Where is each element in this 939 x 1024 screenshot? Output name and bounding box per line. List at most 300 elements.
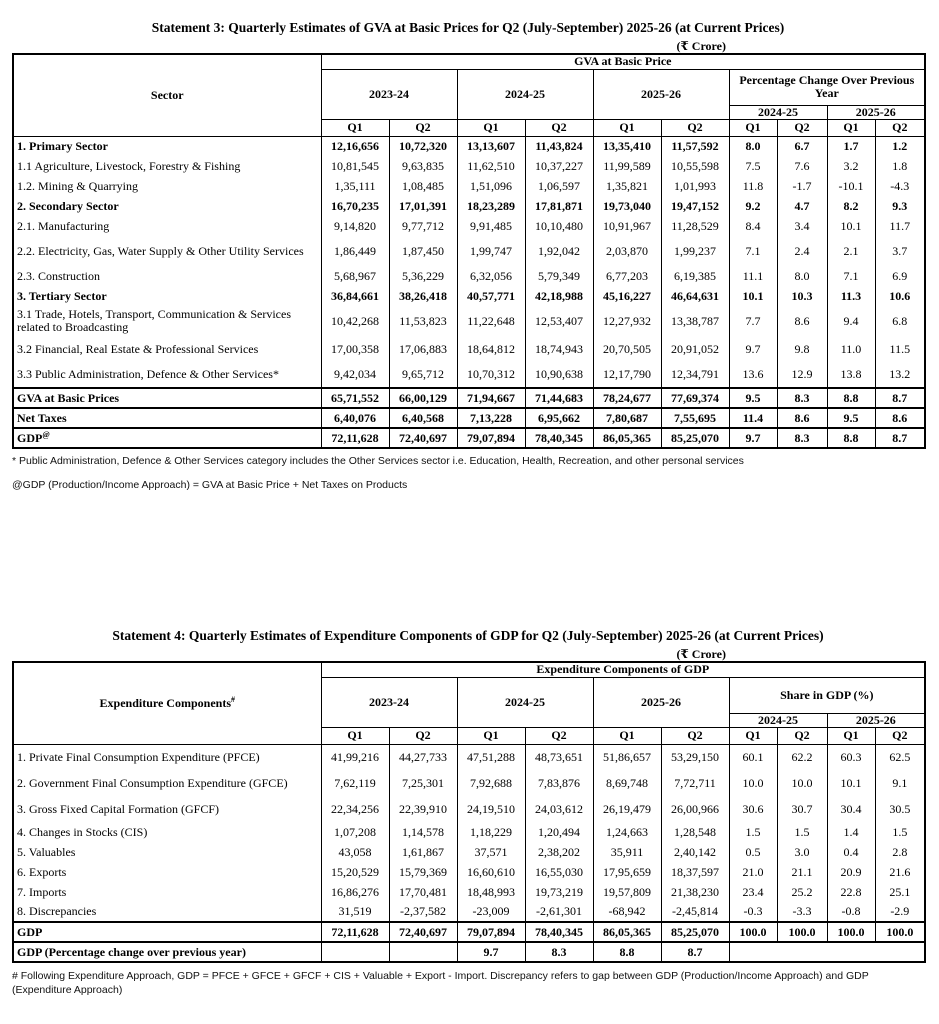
table-row (13, 770, 925, 796)
table-row (13, 428, 925, 448)
cell-value: 0.4 (827, 842, 875, 862)
row-label: 7. Imports (13, 882, 321, 902)
cell-value: -4.3 (875, 176, 925, 196)
table-row (13, 388, 925, 408)
cell-value: 2,40,142 (661, 842, 729, 862)
cell-value: 13,13,607 (457, 136, 525, 156)
cell-value: 71,94,667 (457, 388, 525, 408)
quarter-header: Q2 (389, 727, 457, 744)
cell-value: -23,009 (457, 902, 525, 922)
quarter-header: Q2 (777, 119, 827, 136)
cell-value: 17,01,391 (389, 196, 457, 216)
row-label: GVA at Basic Prices (13, 388, 321, 408)
cell-value: 11.0 (827, 336, 875, 362)
table-row (13, 796, 925, 822)
cell-value: 9.3 (875, 196, 925, 216)
cell-value: 10,55,598 (661, 156, 729, 176)
cell-value: 1.5 (729, 822, 777, 842)
row-label: 1. Private Final Consumption Expenditure (PFCE) (13, 744, 321, 770)
cell-value: 9,65,712 (389, 362, 457, 388)
cell-value: 18,64,812 (457, 336, 525, 362)
cell-value: 10,90,638 (525, 362, 593, 388)
cell-value: 3.4 (777, 216, 827, 236)
cell-value: 6,77,203 (593, 266, 661, 286)
cell-value: 8.3 (777, 428, 827, 448)
cell-value: 20.9 (827, 862, 875, 882)
row-label: 1.2. Mining & Quarrying (13, 176, 321, 196)
cell-value: 21.0 (729, 862, 777, 882)
cell-value: 1.4 (827, 822, 875, 842)
cell-value: 7,83,876 (525, 770, 593, 796)
cell-value: 13,38,787 (661, 306, 729, 336)
cell-value: 16,86,276 (321, 882, 389, 902)
cell-value: 21.6 (875, 862, 925, 882)
cell-value: 7,72,711 (661, 770, 729, 796)
quarter-header: Q1 (827, 119, 875, 136)
cell-value: 1.2 (875, 136, 925, 156)
cell-value: 5,68,967 (321, 266, 389, 286)
cell-value: 1,99,237 (661, 236, 729, 266)
cell-value: 8.7 (875, 388, 925, 408)
row-label: 3.1 Trade, Hotels, Transport, Communication & Services related to Broadcasting (13, 306, 321, 336)
cell-value: 31,519 (321, 902, 389, 922)
cell-value: 1,86,449 (321, 236, 389, 266)
cell-value: 19,73,040 (593, 196, 661, 216)
cell-value: 2.8 (875, 842, 925, 862)
cell-value: 1,20,494 (525, 822, 593, 842)
cell-value: 8.8 (593, 942, 661, 962)
cell-value: 10.0 (777, 770, 827, 796)
table-row (13, 266, 925, 286)
quarter-header: Q2 (525, 727, 593, 744)
cell-value: 1,61,867 (389, 842, 457, 862)
quarter-header: Q1 (593, 727, 661, 744)
statement-3-title: Statement 3: Quarterly Estimates of GVA at Basic Prices for Q2 (July-September) 2025-26 (at Current Prices) (151, 20, 785, 35)
cell-value: 30.6 (729, 796, 777, 822)
cell-value: 100.0 (827, 922, 875, 942)
cell-value: 48,73,651 (525, 744, 593, 770)
cell-value: 8.8 (827, 388, 875, 408)
cell-value: -10.1 (827, 176, 875, 196)
cell-value: 30.4 (827, 796, 875, 822)
cell-value: 12,53,407 (525, 306, 593, 336)
cell-value: 1,99,747 (457, 236, 525, 266)
table-row (13, 286, 925, 306)
row-label: 8. Discrepancies (13, 902, 321, 922)
cell-value: 16,55,030 (525, 862, 593, 882)
cell-value: 100.0 (729, 922, 777, 942)
cell-value: 77,69,374 (661, 388, 729, 408)
cell-value: 62.2 (777, 744, 827, 770)
row-label: 3. Tertiary Sector (13, 286, 321, 306)
pct-year-header: 2024-25 (729, 105, 827, 119)
cell-value: 30.5 (875, 796, 925, 822)
cell-value: 37,571 (457, 842, 525, 862)
pct-year-header: 2025-26 (827, 105, 925, 119)
quarter-header: Q2 (875, 119, 925, 136)
year-header: 2025-26 (593, 677, 729, 727)
cell-value: 1.5 (777, 822, 827, 842)
table-row (13, 842, 925, 862)
cell-value: 11.8 (729, 176, 777, 196)
cell-value: 21.1 (777, 862, 827, 882)
cell-value: 23.4 (729, 882, 777, 902)
cell-value: 15,79,369 (389, 862, 457, 882)
cell-value: 9.5 (729, 388, 777, 408)
row-label: 2.1. Manufacturing (13, 216, 321, 236)
cell-value: 8.3 (525, 942, 593, 962)
cell-value: 8.3 (777, 388, 827, 408)
table-row (13, 216, 925, 236)
quarter-header: Q1 (729, 119, 777, 136)
cell-value: 6.8 (875, 306, 925, 336)
cell-value: 7,55,695 (661, 408, 729, 428)
cell-value: 1,28,548 (661, 822, 729, 842)
component-header: Expenditure Components# (13, 662, 321, 744)
cell-value: 43,058 (321, 842, 389, 862)
cell-value: 35,911 (593, 842, 661, 862)
cell-value: 16,70,235 (321, 196, 389, 216)
cell-value: 45,16,227 (593, 286, 661, 306)
cell-value: 1.5 (875, 822, 925, 842)
cell-value: 9.7 (729, 428, 777, 448)
row-label: 2.2. Electricity, Gas, Water Supply & Other Utility Services (13, 236, 321, 266)
cell-value: 6.7 (777, 136, 827, 156)
cell-value: 79,07,894 (457, 428, 525, 448)
table-row (13, 236, 925, 266)
statement-3 (12, 20, 924, 492)
cell-value: 7.5 (729, 156, 777, 176)
cell-value: 10.1 (827, 216, 875, 236)
cell-value: 9.7 (729, 336, 777, 362)
pct-change-header: Percentage Change Over Previous Year (729, 69, 925, 105)
cell-value: 7,80,687 (593, 408, 661, 428)
cell-value: 6.9 (875, 266, 925, 286)
quarter-header: Q1 (827, 727, 875, 744)
table-row (13, 156, 925, 176)
cell-value: 9,14,820 (321, 216, 389, 236)
cell-value: 11.4 (729, 408, 777, 428)
cell-value: 22.8 (827, 882, 875, 902)
cell-value: 3.2 (827, 156, 875, 176)
cell-value: 25.1 (875, 882, 925, 902)
cell-value: -0.8 (827, 902, 875, 922)
cell-value: 9.7 (457, 942, 525, 962)
cell-value: 18,37,597 (661, 862, 729, 882)
gva-table (12, 53, 926, 449)
cell-value: 11.1 (729, 266, 777, 286)
cell-value: 12,34,791 (661, 362, 729, 388)
cell-value: 1,01,993 (661, 176, 729, 196)
cell-value: 10.1 (729, 286, 777, 306)
table-row (13, 176, 925, 196)
quarter-header: Q2 (777, 727, 827, 744)
cell-value: 1,08,485 (389, 176, 457, 196)
footnote-gdp: @GDP (Production/Income Approach) = GVA at Basic Price + Net Taxes on Products (12, 479, 408, 491)
pct-year-header: 2025-26 (827, 713, 925, 727)
table-row (13, 408, 925, 428)
cell-value: -3.3 (777, 902, 827, 922)
cell-value: 22,39,910 (389, 796, 457, 822)
cell-value: 8.7 (661, 942, 729, 962)
year-header: 2023-24 (321, 69, 457, 119)
row-label: 2. Government Final Consumption Expenditure (GFCE) (13, 770, 321, 796)
footnote-public-admin: * Public Administration, Defence & Other Services category includes the Other Services sector i.e. Education, Health, Recreation, and other personal services (12, 455, 744, 467)
row-label: GDP (Percentage change over previous year) (13, 942, 321, 962)
year-header: 2024-25 (457, 69, 593, 119)
cell-value: 8.6 (777, 408, 827, 428)
cell-value: 42,18,988 (525, 286, 593, 306)
quarter-header: Q2 (525, 119, 593, 136)
pct-year-header: 2024-25 (729, 713, 827, 727)
cell-value: 11,22,648 (457, 306, 525, 336)
cell-value: 11,43,824 (525, 136, 593, 156)
table-row (13, 136, 925, 156)
cell-value: 9.4 (827, 306, 875, 336)
cell-value: 11,53,823 (389, 306, 457, 336)
row-label: 3.2 Financial, Real Estate & Professional Services (13, 336, 321, 362)
pct-change-row (13, 942, 925, 962)
cell-value: 16,60,610 (457, 862, 525, 882)
cell-value: 7.7 (729, 306, 777, 336)
cell-value: 100.0 (777, 922, 827, 942)
cell-value: 15,20,529 (321, 862, 389, 882)
cell-value: 47,51,288 (457, 744, 525, 770)
table-row (13, 822, 925, 842)
cell-value: 10,72,320 (389, 136, 457, 156)
expenditure-table-body (13, 744, 925, 962)
row-label: 4. Changes in Stocks (CIS) (13, 822, 321, 842)
cell-value: 13.2 (875, 362, 925, 388)
cell-value: 62.5 (875, 744, 925, 770)
quarter-header: Q1 (457, 119, 525, 136)
cell-value: 1,87,450 (389, 236, 457, 266)
year-header: 2025-26 (593, 69, 729, 119)
table-row (13, 862, 925, 882)
cell-value: 41,99,216 (321, 744, 389, 770)
cell-value: 11.3 (827, 286, 875, 306)
cell-value: 19,47,152 (661, 196, 729, 216)
cell-value: 1,07,208 (321, 822, 389, 842)
cell-value: 12,17,790 (593, 362, 661, 388)
cell-value: 10.1 (827, 770, 875, 796)
cell-value: 6,19,385 (661, 266, 729, 286)
cell-value: 26,19,479 (593, 796, 661, 822)
cell-value: 22,34,256 (321, 796, 389, 822)
cell-value: 2.4 (777, 236, 827, 266)
row-label: 2.3. Construction (13, 266, 321, 286)
cell-value: 17,70,481 (389, 882, 457, 902)
cell-value: -2,45,814 (661, 902, 729, 922)
row-label: 6. Exports (13, 862, 321, 882)
cell-value: 12,16,656 (321, 136, 389, 156)
cell-value: 13,35,410 (593, 136, 661, 156)
cell-value: 8.7 (875, 428, 925, 448)
cell-value: 10.3 (777, 286, 827, 306)
cell-value: 9.5 (827, 408, 875, 428)
expenditure-group-header: Expenditure Components of GDP (321, 662, 925, 677)
cell-value: 10,42,268 (321, 306, 389, 336)
cell-value: 18,48,993 (457, 882, 525, 902)
cell-value: 1,18,229 (457, 822, 525, 842)
cell-value: 8.0 (777, 266, 827, 286)
cell-value: 6,32,056 (457, 266, 525, 286)
cell-value: 60.1 (729, 744, 777, 770)
cell-value: 1,14,578 (389, 822, 457, 842)
cell-value: 1,35,111 (321, 176, 389, 196)
cell-value: 85,25,070 (661, 922, 729, 942)
cell-value: 30.7 (777, 796, 827, 822)
quarter-header: Q1 (729, 727, 777, 744)
quarter-header: Q1 (321, 727, 389, 744)
cell-value: 25.2 (777, 882, 827, 902)
cell-value: 1,92,042 (525, 236, 593, 266)
cell-value: 17,95,659 (593, 862, 661, 882)
cell-value: 21,38,230 (661, 882, 729, 902)
cell-value: 2,38,202 (525, 842, 593, 862)
cell-value: 8.8 (827, 428, 875, 448)
cell-value: 9.8 (777, 336, 827, 362)
cell-value: 18,23,289 (457, 196, 525, 216)
cell-value: 24,19,510 (457, 796, 525, 822)
cell-value: 10,81,545 (321, 156, 389, 176)
cell-value: 86,05,365 (593, 428, 661, 448)
cell-value: 78,40,345 (525, 922, 593, 942)
cell-value: -0.3 (729, 902, 777, 922)
empty-cell (389, 942, 457, 962)
cell-value: 12,27,932 (593, 306, 661, 336)
cell-value: 20,70,505 (593, 336, 661, 362)
quarter-header: Q1 (457, 727, 525, 744)
cell-value: 2.1 (827, 236, 875, 266)
cell-value: 1.8 (875, 156, 925, 176)
cell-value: 3.0 (777, 842, 827, 862)
cell-value: 72,40,697 (389, 922, 457, 942)
cell-value: 20,91,052 (661, 336, 729, 362)
cell-value: 10,91,967 (593, 216, 661, 236)
table-row (13, 336, 925, 362)
cell-value: 6,40,076 (321, 408, 389, 428)
cell-value: 8.0 (729, 136, 777, 156)
row-label: Net Taxes (13, 408, 321, 428)
table-row (13, 306, 925, 336)
cell-value: 24,03,612 (525, 796, 593, 822)
cell-value: 72,11,628 (321, 428, 389, 448)
table-row (13, 902, 925, 922)
quarter-header: Q1 (321, 119, 389, 136)
quarter-header: Q2 (661, 727, 729, 744)
cell-value: 0.5 (729, 842, 777, 862)
cell-value: 17,00,358 (321, 336, 389, 362)
cell-value: 10,70,312 (457, 362, 525, 388)
cell-value: 19,57,809 (593, 882, 661, 902)
cell-value: -1.7 (777, 176, 827, 196)
table-row (13, 196, 925, 216)
cell-value: 3.7 (875, 236, 925, 266)
cell-value: 60.3 (827, 744, 875, 770)
cell-value: 79,07,894 (457, 922, 525, 942)
gva-group-header: GVA at Basic Price (321, 54, 925, 69)
cell-value: 9.1 (875, 770, 925, 796)
cell-value: -2.9 (875, 902, 925, 922)
cell-value: -2,61,301 (525, 902, 593, 922)
table-row (13, 882, 925, 902)
sector-header: Sector (13, 54, 321, 136)
row-label: 5. Valuables (13, 842, 321, 862)
cell-value: 26,00,966 (661, 796, 729, 822)
row-label: 3. Gross Fixed Capital Formation (GFCF) (13, 796, 321, 822)
cell-value: 36,84,661 (321, 286, 389, 306)
cell-value: 13.6 (729, 362, 777, 388)
expenditure-table (12, 661, 926, 963)
cell-value: 11,57,592 (661, 136, 729, 156)
cell-value: 9.2 (729, 196, 777, 216)
cell-value: 17,06,883 (389, 336, 457, 362)
cell-value: 7.1 (729, 236, 777, 266)
row-label: GDP@ (13, 428, 321, 448)
quarter-header: Q1 (593, 119, 661, 136)
year-header: 2023-24 (321, 677, 457, 727)
cell-value: 10.6 (875, 286, 925, 306)
cell-value: 6,95,662 (525, 408, 593, 428)
year-header: 2024-25 (457, 677, 593, 727)
footnote-expenditure: # Following Expenditure Approach, GDP = PFCE + GFCE + GFCF + CIS + Valuable + Export - Import. Discrepancy refers to gap between GDP (Production/Income Approach) and GDP (Expenditure Approach) (12, 970, 869, 996)
cell-value: 7,92,688 (457, 770, 525, 796)
cell-value: 6,40,568 (389, 408, 457, 428)
cell-value: 10,37,227 (525, 156, 593, 176)
cell-value: 5,36,229 (389, 266, 457, 286)
cell-value: 72,11,628 (321, 922, 389, 942)
cell-value: 51,86,657 (593, 744, 661, 770)
row-label: GDP (13, 922, 321, 942)
cell-value: 13.8 (827, 362, 875, 388)
cell-value: 10.0 (729, 770, 777, 796)
cell-value: 1,35,821 (593, 176, 661, 196)
cell-value: 8,69,748 (593, 770, 661, 796)
cell-value: 11,28,529 (661, 216, 729, 236)
quarter-header: Q2 (661, 119, 729, 136)
cell-value: 86,05,365 (593, 922, 661, 942)
cell-value: 7,25,301 (389, 770, 457, 796)
cell-value: 10,10,480 (525, 216, 593, 236)
cell-value: 1,51,096 (457, 176, 525, 196)
quarter-header: Q2 (875, 727, 925, 744)
row-label: 1. Primary Sector (13, 136, 321, 156)
cell-value: 65,71,552 (321, 388, 389, 408)
row-label: 1.1 Agriculture, Livestock, Forestry & Fishing (13, 156, 321, 176)
cell-value: 8.4 (729, 216, 777, 236)
cell-value: 9,77,712 (389, 216, 457, 236)
cell-value: 38,26,418 (389, 286, 457, 306)
table-row (13, 922, 925, 942)
cell-value: 11.5 (875, 336, 925, 362)
cell-value: 17,81,871 (525, 196, 593, 216)
cell-value: 7.1 (827, 266, 875, 286)
cell-value: 1,06,597 (525, 176, 593, 196)
cell-value: 78,40,345 (525, 428, 593, 448)
cell-value: 53,29,150 (661, 744, 729, 770)
cell-value: 40,57,771 (457, 286, 525, 306)
cell-value: 7,13,228 (457, 408, 525, 428)
cell-value: -2,37,582 (389, 902, 457, 922)
cell-value: 4.7 (777, 196, 827, 216)
cell-value: 85,25,070 (661, 428, 729, 448)
cell-value: 100.0 (875, 922, 925, 942)
cell-value: 9,63,835 (389, 156, 457, 176)
cell-value: 2,03,870 (593, 236, 661, 266)
gva-table-body (13, 136, 925, 448)
cell-value: 46,64,631 (661, 286, 729, 306)
